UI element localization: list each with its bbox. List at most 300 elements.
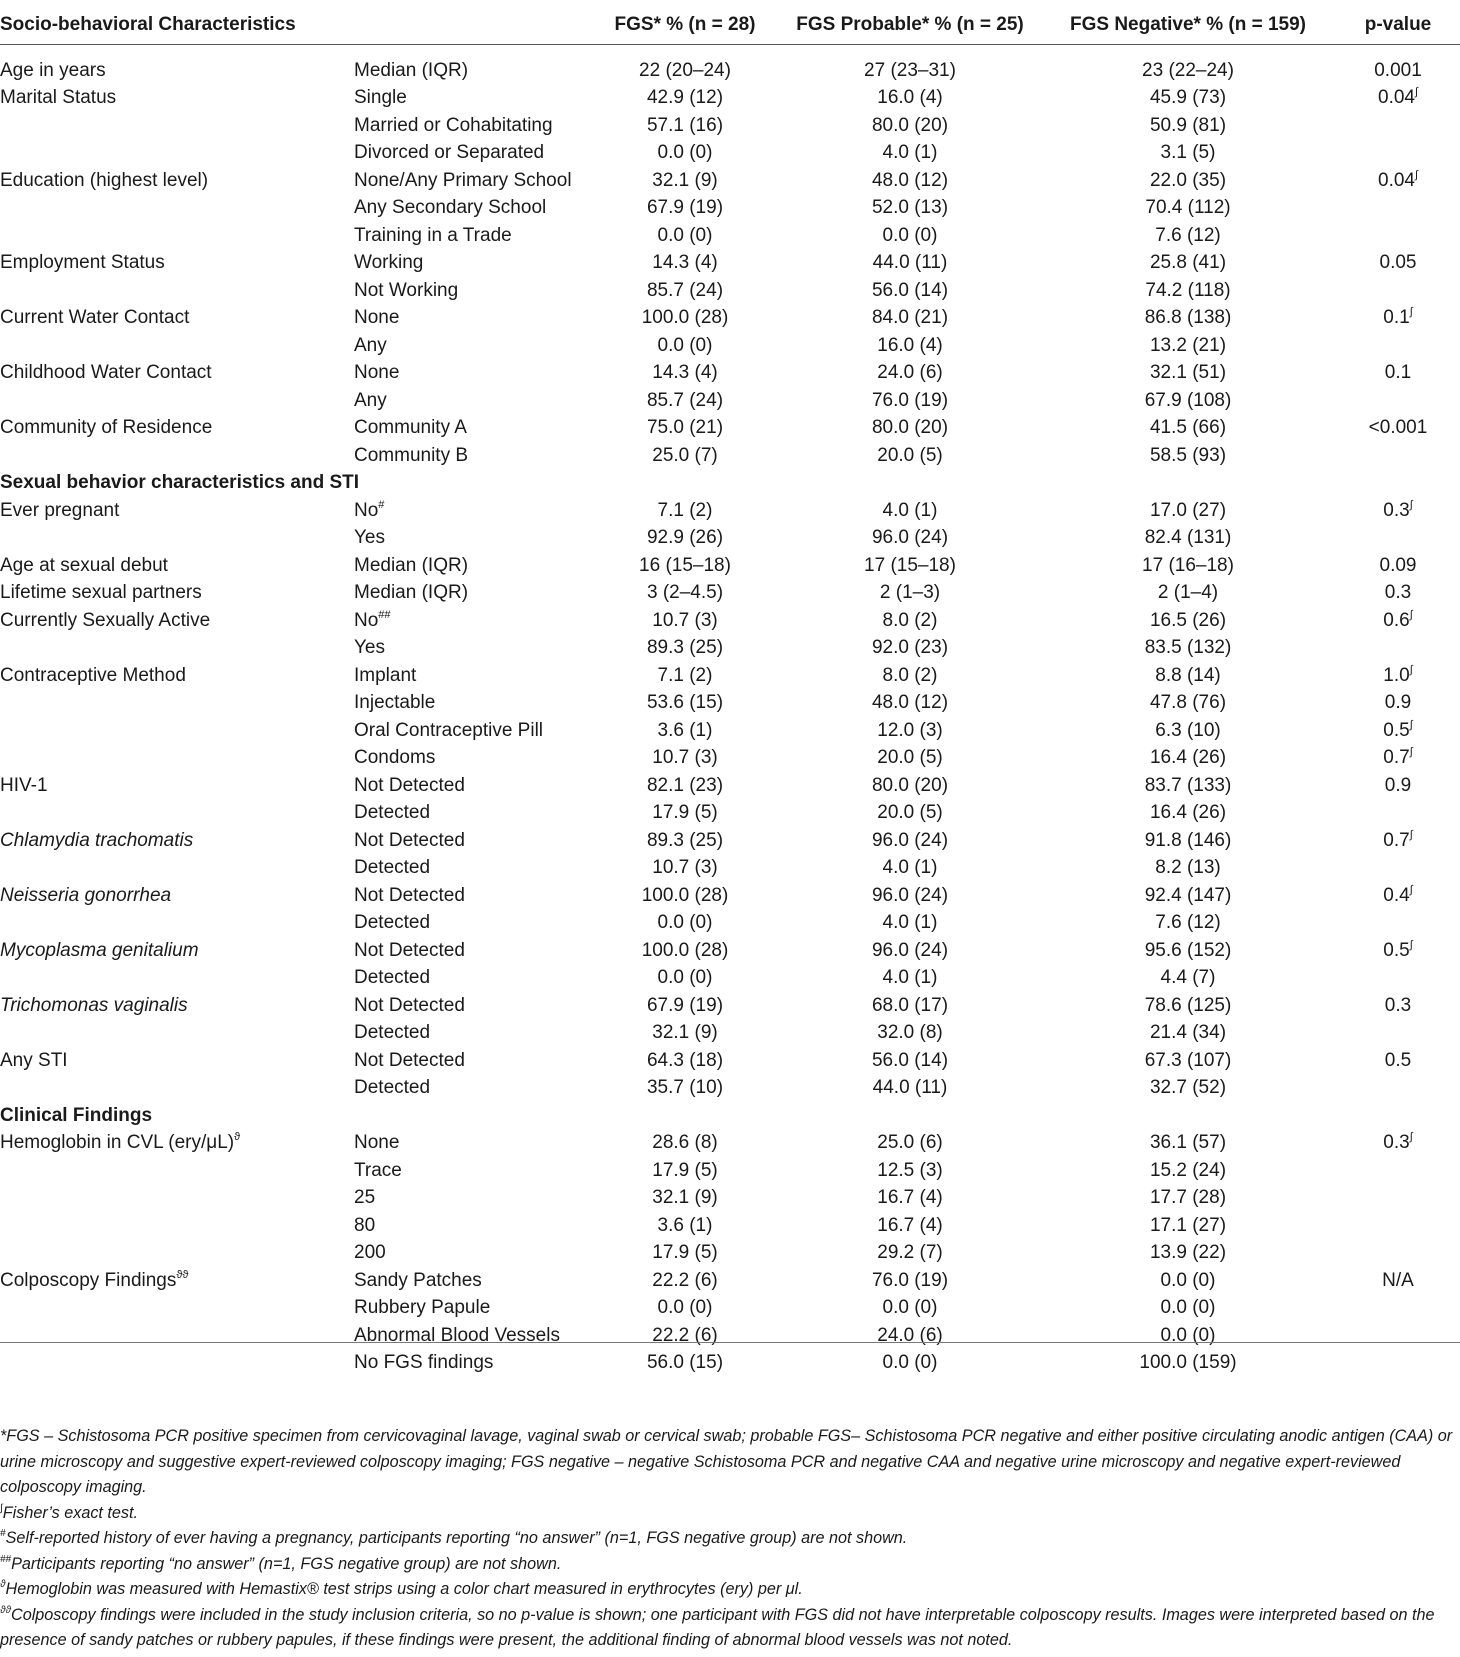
cell-p-value-text: 0.4 bbox=[1383, 884, 1410, 906]
row-category-text: Divorced or Separated bbox=[354, 142, 545, 164]
cell-fgs-probable bbox=[780, 607, 1040, 635]
cell-fgs bbox=[590, 525, 780, 553]
cell-fgs-probable bbox=[780, 552, 1040, 580]
cell-p-value bbox=[1336, 1075, 1460, 1103]
row-variable bbox=[0, 745, 354, 773]
cell-fgs-text: 0.0 (0) bbox=[657, 967, 713, 989]
row-category-text: Detected bbox=[354, 912, 431, 934]
cell-p-value bbox=[1336, 1350, 1460, 1378]
cell-fgs-text: 32.1 (9) bbox=[652, 169, 718, 191]
cell-fgs bbox=[590, 1212, 780, 1240]
cell-fgs-probable-text: 96.0 (24) bbox=[871, 939, 949, 961]
row-category bbox=[354, 745, 590, 773]
cell-fgs-probable-text: 0.0 (0) bbox=[882, 224, 938, 246]
cell-fgs-probable-text: 76.0 (19) bbox=[871, 1269, 949, 1291]
cell-fgs bbox=[590, 1130, 780, 1158]
row-variable-text: Currently Sexually Active bbox=[0, 609, 211, 631]
row-category-text: Single bbox=[354, 87, 407, 109]
cell-fgs-text: 57.1 (16) bbox=[646, 114, 724, 136]
cell-fgs-probable-text: 92.0 (23) bbox=[871, 637, 949, 659]
row-category-text: 200 bbox=[354, 1242, 386, 1264]
row-variable bbox=[0, 882, 354, 910]
footnote-marker: ∫ bbox=[1409, 608, 1413, 621]
cell-fgs-negative-text: 17.7 (28) bbox=[1149, 1187, 1227, 1209]
table-row bbox=[0, 827, 1460, 855]
row-category-text: Condoms bbox=[354, 747, 436, 769]
cell-fgs-probable-text: 44.0 (11) bbox=[872, 1077, 948, 1099]
row-variable-text: Community of Residence bbox=[0, 417, 213, 439]
cell-fgs-negative-text: 23 (22–24) bbox=[1142, 59, 1234, 81]
cell-p-value bbox=[1336, 57, 1460, 85]
cell-fgs-negative bbox=[1040, 1350, 1336, 1378]
cell-fgs-probable bbox=[780, 965, 1040, 993]
row-variable bbox=[0, 662, 354, 690]
row-category bbox=[354, 497, 590, 525]
cell-fgs-probable bbox=[780, 662, 1040, 690]
row-category bbox=[354, 1047, 590, 1075]
row-variable bbox=[0, 855, 354, 883]
cell-fgs-text: 3.6 (1) bbox=[657, 1214, 713, 1236]
cell-fgs-negative bbox=[1040, 607, 1336, 635]
cell-p-value bbox=[1336, 360, 1460, 388]
row-category bbox=[354, 1322, 590, 1350]
row-variable bbox=[0, 195, 354, 223]
row-category bbox=[354, 690, 590, 718]
row-variable bbox=[0, 415, 354, 443]
cell-p-value bbox=[1336, 1157, 1460, 1185]
cell-fgs-text: 10.7 (3) bbox=[652, 609, 718, 631]
footnote-marker: ## bbox=[378, 608, 391, 621]
cell-fgs bbox=[590, 800, 780, 828]
cell-fgs-probable bbox=[780, 332, 1040, 360]
cell-fgs bbox=[590, 690, 780, 718]
row-variable bbox=[0, 1240, 354, 1268]
cell-p-value bbox=[1336, 1240, 1460, 1268]
row-variable-text: Neisseria gonorrhea bbox=[0, 884, 172, 906]
footnote-symbol: ## bbox=[0, 1553, 12, 1565]
table-row bbox=[0, 1130, 1460, 1158]
row-variable bbox=[0, 1295, 354, 1323]
cell-fgs-negative bbox=[1040, 1157, 1336, 1185]
cell-fgs-text: 89.3 (25) bbox=[646, 637, 724, 659]
table-row bbox=[0, 222, 1460, 250]
cell-fgs-negative bbox=[1040, 1267, 1336, 1295]
row-category-text: Oral Contraceptive Pill bbox=[354, 719, 544, 741]
table-row bbox=[0, 112, 1460, 140]
cell-fgs bbox=[590, 910, 780, 938]
cell-fgs-probable bbox=[780, 992, 1040, 1020]
row-variable bbox=[0, 1212, 354, 1240]
row-category bbox=[354, 937, 590, 965]
cell-fgs-negative bbox=[1040, 1185, 1336, 1213]
cell-fgs-negative-text: 8.8 (14) bbox=[1155, 664, 1221, 686]
row-category bbox=[354, 827, 590, 855]
cell-fgs-negative-text: 16.4 (26) bbox=[1149, 802, 1227, 824]
cell-fgs-probable bbox=[780, 910, 1040, 938]
cell-fgs-negative-text: 86.8 (138) bbox=[1144, 307, 1232, 329]
row-variable bbox=[0, 910, 354, 938]
cell-p-value bbox=[1336, 112, 1460, 140]
section-title: Sexual behavior characteristics and STI bbox=[0, 472, 360, 494]
row-category bbox=[354, 717, 590, 745]
row-variable bbox=[0, 580, 354, 608]
cell-fgs-probable-text: 8.0 (2) bbox=[882, 664, 938, 686]
cell-fgs-text: 0.0 (0) bbox=[657, 334, 713, 356]
cell-fgs bbox=[590, 195, 780, 223]
cell-p-value-text: 0.7 bbox=[1383, 747, 1410, 769]
cell-fgs-text: 100.0 (28) bbox=[641, 884, 729, 906]
cell-fgs-text: 67.9 (19) bbox=[646, 994, 724, 1016]
cell-p-value-text: <0.001 bbox=[1368, 417, 1428, 439]
row-category-text: Not Detected bbox=[354, 774, 465, 796]
cell-fgs-probable bbox=[780, 745, 1040, 773]
cell-fgs bbox=[590, 1267, 780, 1295]
row-category bbox=[354, 662, 590, 690]
cell-fgs-text: 17.9 (5) bbox=[652, 802, 718, 824]
row-variable bbox=[0, 1185, 354, 1213]
table-row bbox=[0, 992, 1460, 1020]
row-category-text: Any Secondary School bbox=[354, 197, 547, 219]
cell-fgs-text: 7.1 (2) bbox=[657, 664, 713, 686]
cell-fgs-text: 25.0 (7) bbox=[652, 444, 718, 466]
row-variable bbox=[0, 635, 354, 663]
cell-fgs-probable bbox=[780, 360, 1040, 388]
cell-p-value bbox=[1336, 167, 1460, 195]
section-row bbox=[0, 1102, 1460, 1130]
cell-p-value-text: 0.04 bbox=[1378, 87, 1415, 109]
table-row bbox=[0, 57, 1460, 85]
cell-fgs-probable bbox=[780, 222, 1040, 250]
cell-fgs-negative-text: 21.4 (34) bbox=[1149, 1022, 1227, 1044]
row-variable bbox=[0, 305, 354, 333]
cell-p-value bbox=[1336, 305, 1460, 333]
cell-fgs-negative-text: 3.1 (5) bbox=[1160, 142, 1216, 164]
cell-p-value bbox=[1336, 140, 1460, 168]
table-row bbox=[0, 332, 1460, 360]
cell-fgs-text: 10.7 (3) bbox=[652, 857, 718, 879]
table-row bbox=[0, 552, 1460, 580]
cell-p-value-text: 0.04 bbox=[1378, 169, 1415, 191]
cell-fgs-text: 64.3 (18) bbox=[646, 1049, 724, 1071]
cell-fgs-negative bbox=[1040, 525, 1336, 553]
cell-fgs-negative bbox=[1040, 305, 1336, 333]
row-variable bbox=[0, 1267, 354, 1295]
footnote-marker: ∫ bbox=[1409, 498, 1413, 511]
row-category bbox=[354, 442, 590, 470]
row-variable-text: Trichomonas vaginalis bbox=[0, 994, 188, 1016]
cell-fgs-probable bbox=[780, 1212, 1040, 1240]
row-category-text: None bbox=[354, 307, 400, 329]
table-row bbox=[0, 717, 1460, 745]
cell-fgs-probable bbox=[780, 277, 1040, 305]
footnote-marker: ∫ bbox=[1414, 86, 1418, 99]
cell-fgs-text: 32.1 (9) bbox=[652, 1187, 718, 1209]
row-variable bbox=[0, 360, 354, 388]
row-category-text: No bbox=[354, 499, 379, 521]
cell-fgs bbox=[590, 1350, 780, 1378]
cell-fgs-negative-text: 2 (1–4) bbox=[1157, 582, 1219, 604]
footnote-marker: ∫ bbox=[1409, 1131, 1413, 1144]
cell-p-value bbox=[1336, 992, 1460, 1020]
cell-fgs-negative bbox=[1040, 992, 1336, 1020]
footnote-symbol: ∫ bbox=[0, 1502, 3, 1514]
cell-p-value bbox=[1336, 910, 1460, 938]
table-row bbox=[0, 1020, 1460, 1048]
table-row bbox=[0, 387, 1460, 415]
header-fgs-negative: FGS Negative* % (n = 159) bbox=[1040, 6, 1336, 45]
cell-fgs-negative-text: 32.7 (52) bbox=[1149, 1077, 1227, 1099]
cell-fgs-probable bbox=[780, 167, 1040, 195]
footnote bbox=[0, 1501, 1460, 1527]
cell-p-value-text: 0.5 bbox=[1384, 1049, 1412, 1071]
row-variable-text: Marital Status bbox=[0, 87, 117, 109]
cell-fgs-negative bbox=[1040, 140, 1336, 168]
row-category bbox=[354, 415, 590, 443]
row-variable-text: Contraceptive Method bbox=[0, 664, 186, 686]
cell-p-value-text: 0.5 bbox=[1383, 719, 1410, 741]
footnote bbox=[0, 1526, 1460, 1552]
cell-fgs-negative-text: 95.6 (152) bbox=[1144, 939, 1232, 961]
footnote bbox=[0, 1424, 1460, 1501]
table-row bbox=[0, 800, 1460, 828]
footnote-symbol: # bbox=[0, 1528, 6, 1539]
cell-fgs bbox=[590, 662, 780, 690]
cell-fgs-probable bbox=[780, 57, 1040, 85]
cell-p-value bbox=[1336, 662, 1460, 690]
cell-fgs-probable-text: 44.0 (11) bbox=[872, 252, 948, 274]
footnote-text: Colposcopy findings were included in the study inclusion criteria, so no p-value is shown; one participant with FGS did not have interpretable colposcopy results. Images were interpreted based on the presence of sandy patches or rubbery papules, if these findings were present, the additional finding of abnormal blood vessels was not noted. bbox=[0, 1605, 1435, 1649]
row-category-text: Injectable bbox=[354, 692, 436, 714]
cell-p-value-text: 0.3 bbox=[1383, 1132, 1410, 1154]
cell-fgs bbox=[590, 112, 780, 140]
cell-fgs-negative bbox=[1040, 662, 1336, 690]
cell-fgs-negative-text: 6.3 (10) bbox=[1155, 719, 1221, 741]
cell-fgs-probable bbox=[780, 1185, 1040, 1213]
cell-fgs-negative-text: 22.0 (35) bbox=[1149, 169, 1227, 191]
cell-fgs bbox=[590, 85, 780, 113]
cell-fgs-text: 0.0 (0) bbox=[657, 142, 713, 164]
cell-p-value bbox=[1336, 195, 1460, 223]
cell-fgs-negative bbox=[1040, 387, 1336, 415]
row-category-text: Median (IQR) bbox=[354, 554, 469, 576]
cell-fgs-text: 28.6 (8) bbox=[652, 1132, 718, 1154]
footnote-text: Fisher’s exact test. bbox=[2, 1503, 138, 1522]
cell-fgs-negative-text: 0.0 (0) bbox=[1160, 1297, 1216, 1319]
table-row bbox=[0, 910, 1460, 938]
cell-fgs-probable bbox=[780, 1240, 1040, 1268]
cell-p-value bbox=[1336, 332, 1460, 360]
cell-p-value bbox=[1336, 1295, 1460, 1323]
cell-p-value bbox=[1336, 690, 1460, 718]
row-category bbox=[354, 112, 590, 140]
row-category-text: Detected bbox=[354, 802, 431, 824]
cell-fgs-probable-text: 16.0 (4) bbox=[877, 87, 943, 109]
cell-fgs-negative bbox=[1040, 1322, 1336, 1350]
cell-fgs bbox=[590, 277, 780, 305]
cell-fgs-probable bbox=[780, 112, 1040, 140]
cell-p-value bbox=[1336, 442, 1460, 470]
cell-fgs-probable-text: 84.0 (21) bbox=[871, 307, 949, 329]
cell-fgs-negative bbox=[1040, 635, 1336, 663]
row-category bbox=[354, 1240, 590, 1268]
section-row bbox=[0, 470, 1460, 498]
cell-p-value bbox=[1336, 607, 1460, 635]
cell-p-value bbox=[1336, 855, 1460, 883]
row-variable bbox=[0, 827, 354, 855]
footnote-text: *FGS – Schistosoma PCR positive specimen from cervicovaginal lavage, vaginal swab or cervical swab; probable FGS– Schistosoma PCR negative and either positive circulating anodic antigen (CAA) or urine microscopy and suggestive expert-reviewed colposcopy imaging; FGS negative – negative Schistosoma PCR and negative CAA and negative urine microscopy and negative expert-reviewed colposcopy imaging. bbox=[0, 1427, 1453, 1496]
cell-fgs-negative bbox=[1040, 277, 1336, 305]
row-category bbox=[354, 1020, 590, 1048]
cell-fgs bbox=[590, 332, 780, 360]
table-row bbox=[0, 525, 1460, 553]
row-variable bbox=[0, 57, 354, 85]
cell-fgs-probable bbox=[780, 85, 1040, 113]
cell-fgs bbox=[590, 965, 780, 993]
cell-p-value-text: N/A bbox=[1382, 1269, 1414, 1291]
row-variable bbox=[0, 1350, 354, 1378]
cell-fgs-negative-text: 7.6 (12) bbox=[1155, 224, 1221, 246]
footnote-text: Participants reporting “no answer” (n=1, FGS negative group) are not shown. bbox=[11, 1554, 562, 1573]
cell-p-value bbox=[1336, 772, 1460, 800]
footnote-marker: ∫ bbox=[1409, 883, 1413, 896]
cell-p-value bbox=[1336, 937, 1460, 965]
table-row bbox=[0, 250, 1460, 278]
row-variable bbox=[0, 717, 354, 745]
row-category-text: Detected bbox=[354, 1022, 431, 1044]
cell-fgs-probable bbox=[780, 525, 1040, 553]
cell-fgs-negative bbox=[1040, 910, 1336, 938]
row-category-text: 25 bbox=[354, 1187, 376, 1209]
cell-fgs-probable bbox=[780, 1267, 1040, 1295]
row-variable-text: Chlamydia trachomatis bbox=[0, 829, 194, 851]
cell-p-value bbox=[1336, 1212, 1460, 1240]
row-category-text: Rubbery Papule bbox=[354, 1297, 491, 1319]
cell-fgs-negative-text: 17.1 (27) bbox=[1149, 1214, 1227, 1236]
cell-fgs-text: 75.0 (21) bbox=[646, 417, 724, 439]
row-variable-text: Current Water Contact bbox=[0, 307, 190, 329]
cell-fgs-probable bbox=[780, 140, 1040, 168]
cell-fgs-text: 35.7 (10) bbox=[646, 1077, 724, 1099]
table-row bbox=[0, 607, 1460, 635]
cell-fgs-probable-text: 12.0 (3) bbox=[877, 719, 943, 741]
footnote bbox=[0, 1577, 1460, 1603]
cell-fgs-text: 82.1 (23) bbox=[646, 774, 724, 796]
cell-fgs-probable-text: 48.0 (12) bbox=[871, 169, 949, 191]
row-category-text: Not Detected bbox=[354, 939, 465, 961]
cell-p-value-text: 0.3 bbox=[1384, 994, 1412, 1016]
row-category-text: Any bbox=[354, 334, 387, 356]
cell-fgs bbox=[590, 222, 780, 250]
table-row bbox=[0, 662, 1460, 690]
cell-fgs-probable bbox=[780, 937, 1040, 965]
row-category bbox=[354, 882, 590, 910]
table-row bbox=[0, 1075, 1460, 1103]
cell-fgs bbox=[590, 1322, 780, 1350]
cell-fgs-negative-text: 47.8 (76) bbox=[1149, 692, 1227, 714]
row-variable-text: Education (highest level) bbox=[0, 169, 209, 191]
cell-fgs-negative-text: 13.9 (22) bbox=[1149, 1242, 1227, 1264]
footnote-marker: # bbox=[378, 498, 385, 511]
cell-fgs-probable bbox=[780, 717, 1040, 745]
cell-fgs bbox=[590, 360, 780, 388]
cell-fgs-negative-text: 78.6 (125) bbox=[1144, 994, 1232, 1016]
cell-fgs-probable bbox=[780, 1322, 1040, 1350]
table-row bbox=[0, 1240, 1460, 1268]
cell-fgs-negative bbox=[1040, 1295, 1336, 1323]
row-category-text: No bbox=[354, 609, 379, 631]
cell-fgs-negative bbox=[1040, 497, 1336, 525]
cell-fgs-probable bbox=[780, 1350, 1040, 1378]
table-body bbox=[0, 45, 1460, 1378]
row-category-text: None/Any Primary School bbox=[354, 169, 572, 191]
cell-fgs-text: 56.0 (15) bbox=[646, 1352, 724, 1374]
row-variable-text: HIV-1 bbox=[0, 774, 48, 796]
row-category bbox=[354, 552, 590, 580]
row-category bbox=[354, 855, 590, 883]
row-variable-text: Ever pregnant bbox=[0, 499, 120, 521]
cell-fgs-text: 3 (2–4.5) bbox=[646, 582, 724, 604]
cell-fgs-text: 85.7 (24) bbox=[646, 279, 724, 301]
cell-fgs-negative bbox=[1040, 580, 1336, 608]
cell-fgs-probable bbox=[780, 1047, 1040, 1075]
cell-fgs-probable-text: 20.0 (5) bbox=[877, 444, 943, 466]
row-category bbox=[354, 1075, 590, 1103]
row-category bbox=[354, 140, 590, 168]
row-variable bbox=[0, 332, 354, 360]
cell-fgs-probable-text: 52.0 (13) bbox=[871, 197, 949, 219]
cell-fgs-probable bbox=[780, 827, 1040, 855]
row-category-text: Married or Cohabitating bbox=[354, 114, 553, 136]
cell-p-value bbox=[1336, 1130, 1460, 1158]
cell-fgs-negative bbox=[1040, 250, 1336, 278]
row-category bbox=[354, 635, 590, 663]
cell-p-value bbox=[1336, 525, 1460, 553]
row-variable bbox=[0, 140, 354, 168]
row-variable-text: Age at sexual debut bbox=[0, 554, 168, 576]
cell-fgs-probable bbox=[780, 250, 1040, 278]
cell-fgs-probable bbox=[780, 387, 1040, 415]
cell-fgs bbox=[590, 882, 780, 910]
cell-fgs-negative-text: 83.5 (132) bbox=[1144, 637, 1232, 659]
cell-fgs bbox=[590, 1020, 780, 1048]
cell-fgs-text: 92.9 (26) bbox=[646, 527, 724, 549]
cell-fgs-probable-text: 56.0 (14) bbox=[871, 279, 949, 301]
row-variable bbox=[0, 387, 354, 415]
cell-fgs-negative bbox=[1040, 827, 1336, 855]
row-category-text: Community B bbox=[354, 444, 469, 466]
row-category bbox=[354, 1267, 590, 1295]
table-row bbox=[0, 580, 1460, 608]
cell-p-value-text: 0.001 bbox=[1374, 59, 1422, 81]
row-variable bbox=[0, 1322, 354, 1350]
cell-fgs-text: 0.0 (0) bbox=[657, 224, 713, 246]
cell-fgs-negative-text: 74.2 (118) bbox=[1145, 279, 1231, 301]
cell-fgs-negative-text: 67.3 (107) bbox=[1144, 1049, 1232, 1071]
row-category bbox=[354, 360, 590, 388]
cell-p-value-text: 0.09 bbox=[1379, 554, 1417, 576]
cell-fgs-negative bbox=[1040, 937, 1336, 965]
table-row bbox=[0, 1047, 1460, 1075]
table-row bbox=[0, 882, 1460, 910]
cell-p-value-text: 0.7 bbox=[1383, 829, 1410, 851]
footnote bbox=[0, 1552, 1460, 1578]
cell-fgs-probable bbox=[780, 497, 1040, 525]
characteristics-table bbox=[0, 6, 1460, 1377]
cell-fgs-probable-text: 48.0 (12) bbox=[871, 692, 949, 714]
row-variable-text: Employment Status bbox=[0, 252, 165, 274]
cell-fgs-negative bbox=[1040, 965, 1336, 993]
cell-fgs-probable bbox=[780, 882, 1040, 910]
